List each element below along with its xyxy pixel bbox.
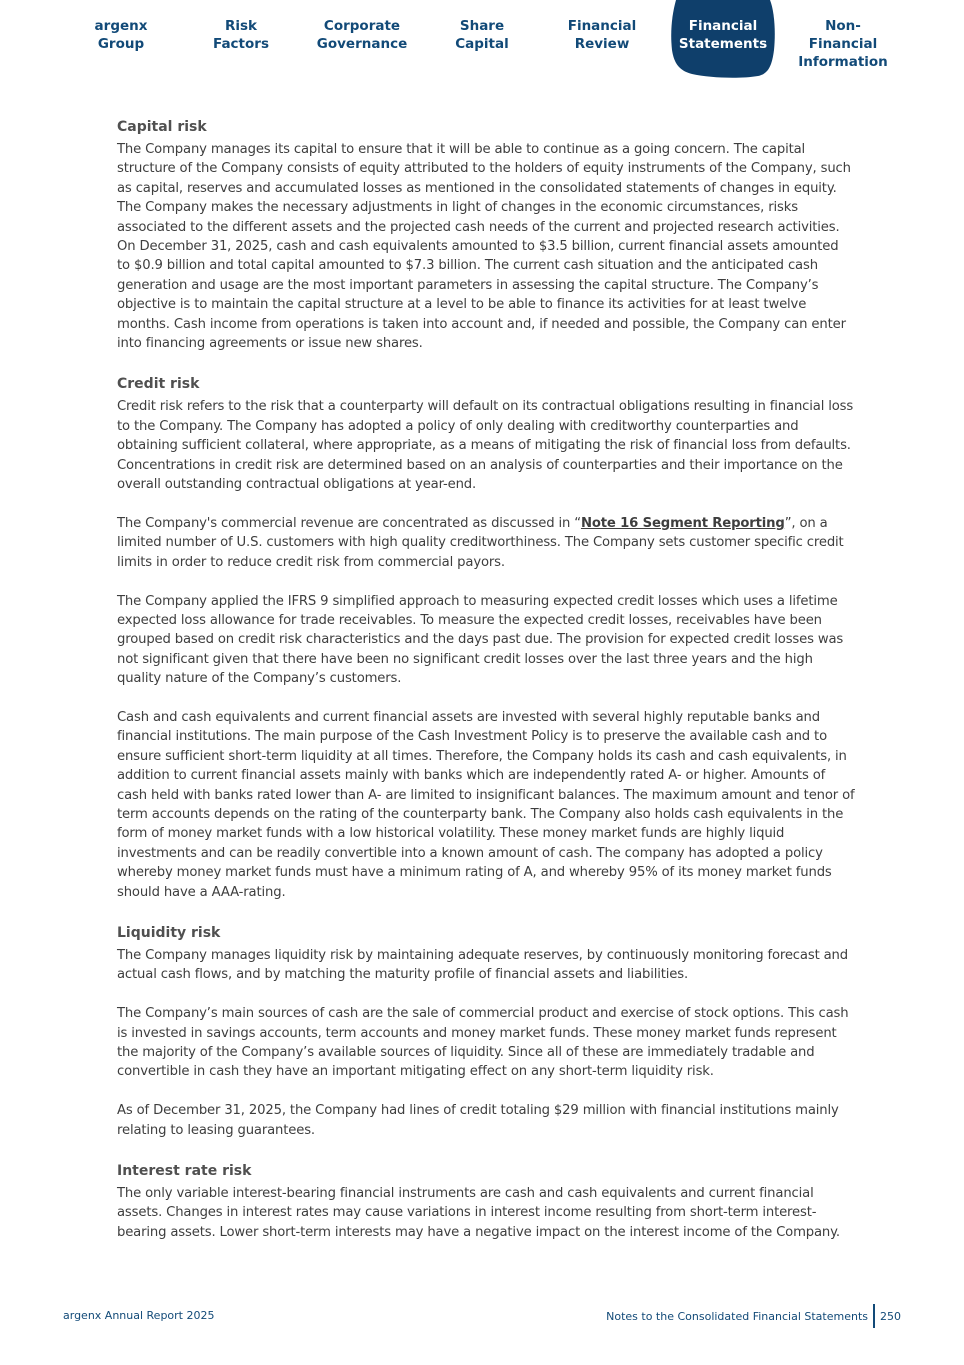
nav-tab-corporate-governance[interactable]: [310, 0, 414, 76]
section-heading: Credit risk: [117, 376, 200, 393]
section-heading: Liquidity risk: [117, 924, 221, 941]
nav-label: Statements: [678, 36, 768, 52]
footer-section-info: [606, 1304, 901, 1328]
paragraph: The Company manages liquidity risk by maintaining adequate reserves, by continuously monitoring forecast and actual cash flows, and by matching the maturity profile of financial assets and liabilities.: [117, 947, 848, 983]
nav-label: Review: [574, 36, 630, 52]
nav-label: Governance: [316, 36, 408, 52]
paragraph: Cash and cash equivalents and current financial assets are invested with several highly reputable banks and financial institutions. The main purpose of the Cash Investment Policy is to preserve the available cash and to ensure sufficient short-term liquidity at all times. Therefore, the Company holds its cash and cash equivalents, in addition to current financial assets mainly with banks which are independently rated A- or higher. Amounts of cash held with banks rated lower than A- are limited to insignificant balances. The maximum amount and tenor of term accounts depends on the rating of the counterparty bank. The Company also holds cash equivalents in the form of money market funds with a low historical volatility. These money market funds are highly liquid investments and can be readily convertible into a known amount of cash. The company has adopted a policy whereby money market funds must have a minimum rating of A, and whereby 95% of its money market funds should have a AAA-rating.: [117, 709, 855, 900]
section-heading: Interest rate risk: [117, 1163, 252, 1180]
paragraph: The Company’s main sources of cash are the sale of commercial product and exercise of stock options. This cash is invested in savings accounts, term accounts and money market funds. These money market funds represent the majority of the Company’s available sources of liquidity. Since all of these are immediately tradable and convertible in cash they have an important mitigating effect on any short-term liquidity risk.: [117, 1006, 849, 1080]
footer-section-title: Notes to the Consolidated Financial Statements: [606, 1309, 868, 1323]
nav-tab-financial-review[interactable]: [550, 0, 654, 76]
footer-divider: [873, 1304, 875, 1328]
interest-rate-risk-section: [117, 1160, 855, 1242]
nav-tab-financial-statements[interactable]: [671, 0, 775, 76]
note-16-link[interactable]: Note 16 Segment Reporting: [580, 515, 785, 531]
page-content: [117, 116, 855, 1262]
nav-tab-argenx-group[interactable]: [69, 0, 173, 76]
paragraph-text: The Company's commercial revenue are concentrated as discussed in “: [117, 515, 581, 531]
nav-tab-share-capital[interactable]: [430, 0, 534, 76]
nav-label: Capital: [455, 36, 509, 52]
page-number: 250: [880, 1309, 901, 1323]
liquidity-risk-section: [117, 922, 855, 1140]
paragraph: The only variable interest-bearing financial instruments are cash and cash equivalents and current financial assets. Changes in interest rates may cause variations in interest income resulting from short-term interest-bearing assets. Lower short-term interests may have a negative impact on the interest income of the Company.: [117, 1186, 840, 1240]
nav-label: Information: [798, 54, 888, 70]
nav-label: Factors: [213, 36, 269, 52]
paragraph: The Company manages its capital to ensure that it will be able to continue as a going concern. The capital structure of the Company consists of equity attributed to the holders of equity instruments of the Company, such as capital, reserves and accumulated losses as mentioned in the consolidated statements of changes in equity. The Company makes the necessary adjustments in light of changes in the economic circumstances, risks associated to the different assets and the projected cash needs of the current and projected research activities. On December 31, 2025, cash and cash equivalents amounted to $3.5 billion, current financial assets amounted to $0.9 billion and total capital amounted to $7.3 billion. The current cash situation and the anticipated cash generation and usage are the most important parameters in assessing the capital structure. The Company’s objective is to maintain the capital structure at a level to be able to finance its activities for at least twelve months. Cash income from operations is taken into account and, if needed and possible, the Company can enter into financing agreements or issue new shares.: [117, 142, 851, 352]
nav-tab-risk-factors[interactable]: [189, 0, 293, 76]
nav-label: Share: [459, 18, 505, 34]
paragraph: The Company applied the IFRS 9 simplified approach to measuring expected credit losses which uses a lifetime expected loss allowance for trade receivables. To measure the expected credit losses, receivables have been grouped based on credit risk characteristics and the days past due. The provision for expected credit losses was not significant given that there have been no significant credit losses over the last three years and the high quality nature of the Company’s customers.: [117, 593, 844, 687]
nav-label: Non-Financial: [808, 18, 878, 52]
nav-label: Financial: [567, 18, 637, 34]
nav-label: Group: [97, 36, 145, 52]
nav-label: argenx: [94, 18, 148, 34]
paragraph: Credit risk refers to the risk that a counterparty will default on its contractual obligations resulting in financial loss to the Company. The Company has adopted a policy of only dealing with creditworthy counterparties and obtaining sufficient collateral, where appropriate, as a means of mitigating the risk of financial loss from defaults. Concentrations in credit risk are determined based on an analysis of counterparties and their importance on the overall outstanding contractual obligations at year-end.: [117, 399, 854, 493]
paragraph: [117, 514, 855, 572]
top-navigation: [0, 0, 964, 80]
nav-tab-non-financial-information[interactable]: [791, 0, 895, 76]
section-heading: Capital risk: [117, 119, 207, 135]
capital-risk-section: [117, 116, 855, 353]
paragraph-text: ”, on a limited number of U.S. customers with high quality creditworthiness. The Company sets customer specific credit limits in order to reduce credit risk from commercial payors.: [117, 515, 844, 570]
report-title: argenx Annual Report 2025: [63, 1309, 215, 1322]
nav-label: Corporate: [323, 18, 401, 34]
nav-label: Risk: [224, 18, 258, 34]
credit-risk-section: [117, 373, 855, 902]
paragraph: As of December 31, 2025, the Company had lines of credit totaling $29 million with financial institutions mainly relating to leasing guarantees.: [117, 1103, 839, 1138]
nav-label: Financial: [688, 18, 758, 34]
